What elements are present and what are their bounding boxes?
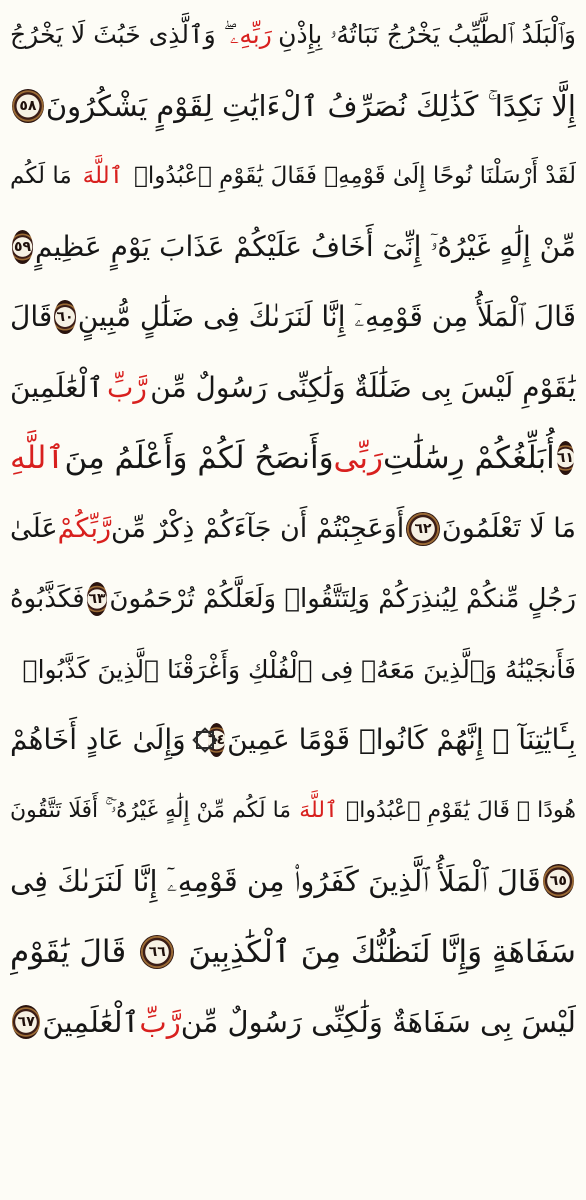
ayah-number-marker: ٦١ xyxy=(557,441,574,475)
divine-name-text: رَّبِّكُمْ xyxy=(57,512,111,544)
quran-text-body xyxy=(10,0,576,1058)
verse-text: قَالَ ٱلْمَلَأُ مِن قَوْمِهِۦٓ إِنَّا لَنَرَىٰكَ فِى ضَلَٰلٍ مُّبِينٍ xyxy=(77,300,576,333)
verse-line xyxy=(10,705,576,776)
divine-name-text: رَّبِّ xyxy=(107,370,147,404)
divine-name-text: ٱللَّهِ xyxy=(10,440,65,476)
verse-text: مِّنْ إِلَٰهٍ غَيْرُهُۥٓ إِنِّىٓ أَخَافُ عَلَيْكُمْ عَذَابَ يَوْمٍ عَظِيمٍ xyxy=(34,229,576,263)
verse-text: فَأَنجَيْنَٰهُ وَٱلَّذِينَ مَعَهُۥ فِى ٱلْفُلْكِ وَأَغْرَقْنَا ٱلَّذِينَ كَذَّبُوا۟ xyxy=(22,654,576,684)
verse-text: مَا لَكُم xyxy=(10,163,72,189)
verse-text: عَلَىٰ xyxy=(10,512,58,544)
ayah-number-marker: ٦٠ xyxy=(54,300,76,334)
verse-text: إِلَّا نَكِدًا ۚ كَذَٰلِكَ نُصَرِّفُ ٱلْءَايَٰتِ لِقَوْمٍ يَشْكُرُونَ xyxy=(45,88,576,123)
verse-text: مَا لَكُم مِّنْ إِلَٰهٍ غَيْرُهُۥٓ ۚ أَفَلَا تَتَّقُونَ xyxy=(10,797,292,823)
ayah-number-marker: ٥٨ xyxy=(12,89,44,123)
verse-text: قَالَ xyxy=(10,300,53,333)
verse-text: أُبَلِّغُكُمْ رِسَٰلَٰتِ xyxy=(382,440,555,476)
verse-text: ٱلْعَٰلَمِينَ xyxy=(10,370,104,404)
verse-line xyxy=(10,423,576,494)
verse-text: بِـَٔايَٰتِنَآ ۚ إِنَّهُمْ كَانُوا۟ قَوْمًا عَمِينَ xyxy=(227,723,576,756)
verse-text: قَالَ ٱلْمَلَأُ ٱلَّذِينَ كَفَرُوا۟ مِن قَوْمِهِۦٓ إِنَّا لَنَرَىٰكَ فِى xyxy=(10,864,541,898)
verse-text: مَا لَا تَعْلَمُونَ xyxy=(441,512,576,544)
hizb-star-icon xyxy=(192,727,200,753)
verse-line xyxy=(10,282,576,353)
verse-line xyxy=(10,987,576,1058)
verse-text: رَجُلٍ مِّنكُمْ لِيُنذِرَكُمْ وَلِتَتَّقُوا۟ وَلَعَلَّكُمْ تُرْحَمُونَ xyxy=(109,584,576,614)
ayah-number-marker: ٦٤ xyxy=(208,723,225,757)
ayah-number-marker: ٦٥ xyxy=(543,864,574,898)
divine-name-text: رَبِّهِۦ xyxy=(229,20,272,49)
verse-line xyxy=(10,212,576,283)
divine-name-text: رَّبِّ xyxy=(139,1005,181,1039)
verse-text: لَقَدْ أَرْسَلْنَا نُوحًا إِلَىٰ قَوْمِهِۦ فَقَالَ يَٰقَوْمِ ٱعْبُدُوا۟ xyxy=(134,163,576,189)
divine-name-text: ٱللَّهَ xyxy=(299,797,338,823)
verse-text: وَإِلَىٰ عَادٍ أَخَاهُمْ xyxy=(10,723,186,756)
verse-line xyxy=(10,353,576,424)
verse-line xyxy=(10,776,576,847)
verse-text: فَكَذَّبُوهُ xyxy=(10,584,85,614)
divine-name-text: ٱللَّهَ xyxy=(82,163,124,189)
ayah-number-marker: ٥٩ xyxy=(12,230,33,264)
verse-text: وَأَنصَحُ لَكُمْ وَأَعْلَمُ مِنَ xyxy=(64,440,334,476)
verse-line xyxy=(10,564,576,635)
ayah-number-marker: ٦٢ xyxy=(406,512,440,546)
verse-text: ٱلْعَٰلَمِينَ xyxy=(42,1005,140,1039)
verse-line xyxy=(10,0,576,71)
verse-text: يَٰقَوْمِ لَيْسَ بِى ضَلَٰلَةٌ وَلَٰكِنِّى رَسُولٌ مِّن xyxy=(150,370,576,404)
verse-text: هُودًا ۗ قَالَ يَٰقَوْمِ ٱعْبُدُوا۟ xyxy=(346,797,576,823)
verse-line xyxy=(10,141,576,212)
ayah-number-marker: ٦٦ xyxy=(140,935,174,969)
ayah-number-marker: ٦٧ xyxy=(12,1005,40,1039)
verse-line xyxy=(10,917,576,988)
verse-text: أَوَعَجِبْتُمْ أَن جَآءَكُمْ ذِكْرٌ مِّن xyxy=(111,512,405,544)
verse-text: سَفَاهَةٍ وَإِنَّا لَنَظُنُّكَ مِنَ ٱلْكَٰذِبِينَ xyxy=(188,933,576,970)
verse-line xyxy=(10,494,576,565)
divine-name-text: رَبِّى xyxy=(333,440,383,476)
verse-text: لَيْسَ بِى سَفَاهَةٌ وَلَٰكِنِّى رَسُولٌ مِّن xyxy=(180,1005,576,1039)
verse-text: وَٱلْبَلَدُ ٱلطَّيِّبُ يَخْرُجُ نَبَاتُهُۥ بِإِذْنِ xyxy=(278,20,576,49)
verse-text: ۖ وَٱلَّذِى خَبُثَ لَا يَخْرُجُ xyxy=(10,20,224,49)
verse-line xyxy=(10,846,576,917)
verse-line xyxy=(10,71,576,142)
verse-text: قَالَ يَٰقَوْمِ xyxy=(10,933,127,970)
verse-line xyxy=(10,635,576,706)
ayah-number-marker: ٦٣ xyxy=(87,582,108,616)
